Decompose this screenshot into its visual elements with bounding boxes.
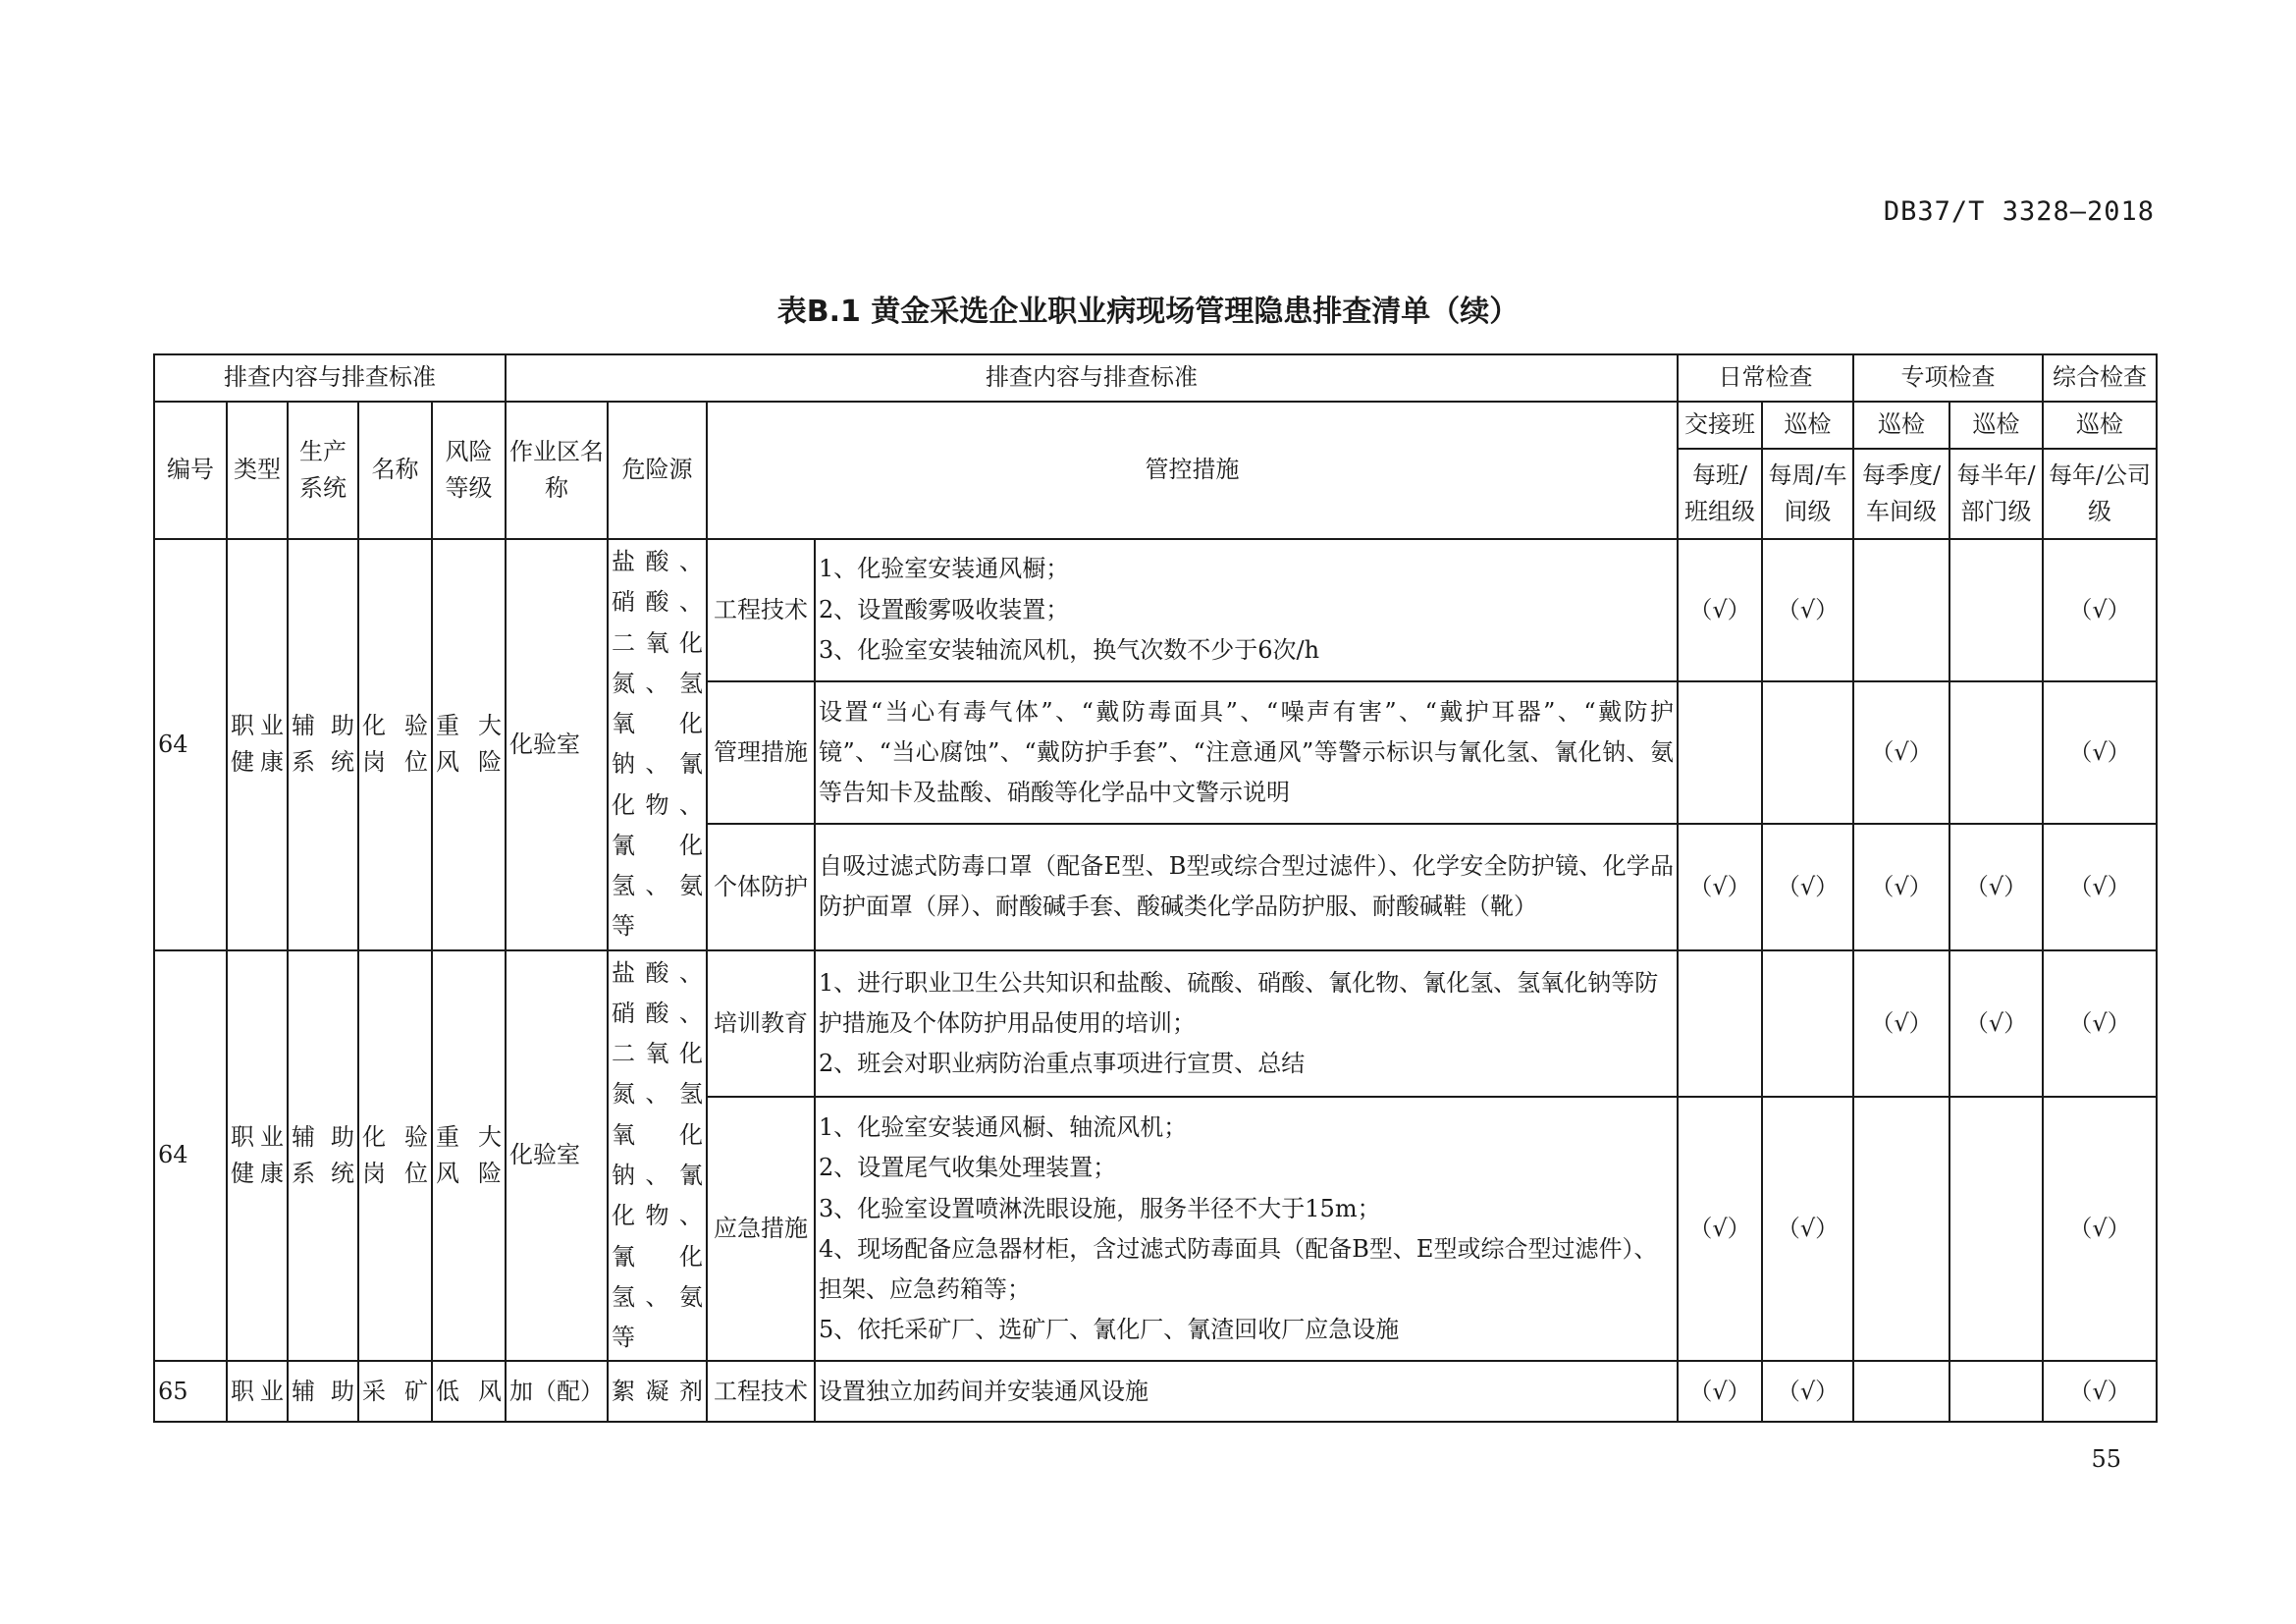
freq-year: 每年/公司级 — [2043, 449, 2157, 539]
row-name: 采矿 — [358, 1361, 432, 1422]
row-measure: 1、化验室安装通风橱、轴流风机； 2、设置尾气收集处理装置； 3、化验室设置喷淋洗眼设施，服务半径不大于15m； 4、现场配备应急器材柜，含过滤式防毒面具（配备B型、E型或综合型过滤件）、担架、应急药箱等； 5、依托采矿厂、选矿厂、氰化厂、氰渣回收厂应急设施 — [815, 1097, 1678, 1361]
row-system: 辅助系统 — [288, 539, 358, 950]
freq-shift: 每班/班组级 — [1678, 449, 1762, 539]
check-mark: （√） — [2043, 824, 2157, 949]
row-name: 化验岗位 — [358, 539, 432, 950]
freq-quarter: 每季度/车间级 — [1853, 449, 1949, 539]
table-row — [154, 1361, 2157, 1422]
row-risk: 重大风险 — [432, 950, 506, 1362]
header-patrol-week: 巡检 — [1762, 402, 1853, 449]
header-daily-check: 日常检查 — [1678, 354, 1853, 402]
empty-cell — [1853, 1361, 1949, 1422]
row-category: 个体防护 — [707, 824, 815, 949]
header-patrol-quarter: 巡检 — [1853, 402, 1949, 449]
empty-cell — [1762, 681, 1853, 825]
header-group-left: 排查内容与排查标准 — [154, 354, 506, 402]
row-measure: 1、进行职业卫生公共知识和盐酸、硫酸、硝酸、氰化物、氰化氢、氢氧化钠等防护措施及个体防护用品使用的培训； 2、班会对职业病防治重点事项进行宣贯、总结 — [815, 950, 1678, 1098]
row-hazard: 盐酸、硝酸、二氧化氮、氢氧化钠、氰化物、氰化氢、氨等 — [608, 950, 707, 1362]
row-type: 职业健康 — [227, 950, 288, 1362]
empty-cell — [1678, 950, 1762, 1098]
row-category: 工程技术 — [707, 1361, 815, 1422]
check-mark: （√） — [1678, 1361, 1762, 1422]
empty-cell — [1949, 1097, 2043, 1361]
row-no: 64 — [154, 539, 227, 950]
header-hazard: 危险源 — [608, 402, 707, 539]
row-type: 职业 — [227, 1361, 288, 1422]
row-category: 管理措施 — [707, 681, 815, 825]
row-name: 化验岗位 — [358, 950, 432, 1362]
empty-cell — [1949, 681, 2043, 825]
row-category: 培训教育 — [707, 950, 815, 1098]
header-name: 名称 — [358, 402, 432, 539]
check-mark: （√） — [1762, 824, 1853, 949]
header-patrol-halfyear: 巡检 — [1949, 402, 2043, 449]
check-mark: （√） — [1762, 1097, 1853, 1361]
header-row-1 — [154, 354, 2157, 402]
row-area: 加（配） — [506, 1361, 608, 1422]
row-area: 化验室 — [506, 950, 608, 1362]
header-area: 作业区名称 — [506, 402, 608, 539]
table-row — [154, 950, 2157, 1098]
row-risk: 重大风险 — [432, 539, 506, 950]
empty-cell — [1762, 950, 1853, 1098]
check-mark: （√） — [1678, 539, 1762, 681]
check-mark: （√） — [2043, 950, 2157, 1098]
check-mark: （√） — [1949, 824, 2043, 949]
check-mark: （√） — [1853, 681, 1949, 825]
check-mark: （√） — [2043, 681, 2157, 825]
row-category: 工程技术 — [707, 539, 815, 681]
header-group-right: 排查内容与排查标准 — [506, 354, 1678, 402]
check-mark: （√） — [1678, 824, 1762, 949]
check-mark: （√） — [1678, 1097, 1762, 1361]
row-category: 应急措施 — [707, 1097, 815, 1361]
empty-cell — [1853, 1097, 1949, 1361]
row-system: 辅助系统 — [288, 950, 358, 1362]
row-risk: 低风 — [432, 1361, 506, 1422]
header-comprehensive-check: 综合检查 — [2043, 354, 2157, 402]
header-shift: 交接班 — [1678, 402, 1762, 449]
check-mark: （√） — [1853, 824, 1949, 949]
row-no: 65 — [154, 1361, 227, 1422]
header-no: 编号 — [154, 402, 227, 539]
hazard-checklist-table — [153, 353, 2158, 1423]
row-measure: 设置独立加药间并安装通风设施 — [815, 1361, 1678, 1422]
check-mark: （√） — [1762, 539, 1853, 681]
header-measures: 管控措施 — [707, 402, 1678, 539]
page-number: 55 — [2091, 1445, 2121, 1473]
row-hazard: 盐酸、硝酸、二氧化氮、氢氧化钠、氰化物、氰化氢、氨等 — [608, 539, 707, 950]
check-mark: （√） — [1762, 1361, 1853, 1422]
row-measure: 自吸过滤式防毒口罩（配备E型、B型或综合型过滤件）、化学安全防护镜、化学品防护面罩（屏）、耐酸碱手套、酸碱类化学品防护服、耐酸碱鞋（靴） — [815, 824, 1678, 949]
row-system: 辅助 — [288, 1361, 358, 1422]
empty-cell — [1678, 681, 1762, 825]
empty-cell — [1853, 539, 1949, 681]
freq-week: 每周/车间级 — [1762, 449, 1853, 539]
row-type: 职业健康 — [227, 539, 288, 950]
document-id: DB37/T 3328—2018 — [1883, 196, 2155, 227]
freq-halfyear: 每半年/部门级 — [1949, 449, 2043, 539]
check-mark: （√） — [2043, 1361, 2157, 1422]
header-patrol-year: 巡检 — [2043, 402, 2157, 449]
header-system: 生产系统 — [288, 402, 358, 539]
row-no: 64 — [154, 950, 227, 1362]
empty-cell — [1949, 1361, 2043, 1422]
check-mark: （√） — [2043, 539, 2157, 681]
check-mark: （√） — [1949, 950, 2043, 1098]
header-risk: 风险等级 — [432, 402, 506, 539]
row-measure: 设置“当心有毒气体”、“戴防毒面具”、“噪声有害”、“戴护耳器”、“戴防护镜”、“当心腐蚀”、“戴防护手套”、“注意通风”等警示标识与氰化氢、氰化钠、氨等告知卡及盐酸、硝酸等化学品中文警示说明 — [815, 681, 1678, 825]
check-mark: （√） — [2043, 1097, 2157, 1361]
header-type: 类型 — [227, 402, 288, 539]
row-hazard: 絮凝剂 — [608, 1361, 707, 1422]
check-mark: （√） — [1853, 950, 1949, 1098]
header-row-2 — [154, 402, 2157, 449]
table-title: 表B.1 黄金采选企业职业病现场管理隐患排查清单（续） — [776, 295, 1520, 329]
table-row — [154, 539, 2157, 681]
row-measure: 1、化验室安装通风橱； 2、设置酸雾吸收装置； 3、化验室安装轴流风机，换气次数不少于6次/h — [815, 539, 1678, 681]
empty-cell — [1949, 539, 2043, 681]
row-area: 化验室 — [506, 539, 608, 950]
header-special-check: 专项检查 — [1853, 354, 2043, 402]
